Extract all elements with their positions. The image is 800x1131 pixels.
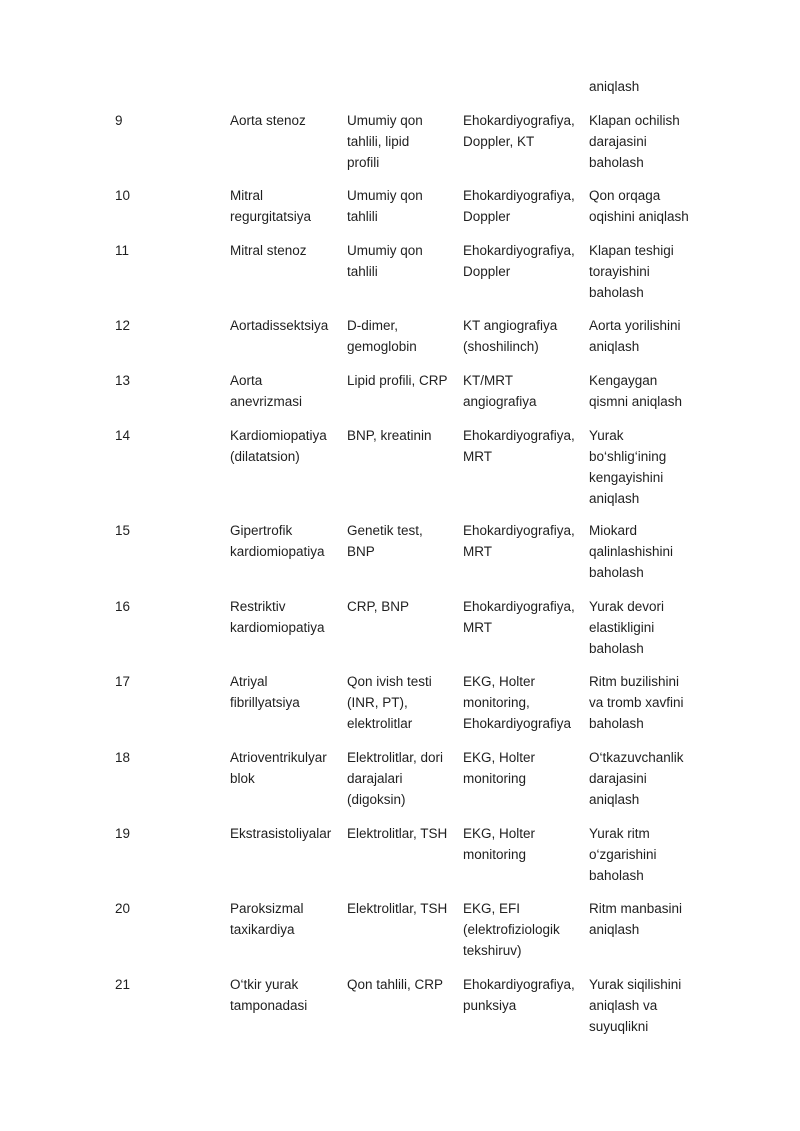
- instrumental-tests-line: EKG, Holter: [463, 750, 536, 765]
- purpose-text-line: baholash: [589, 565, 644, 580]
- lab-tests-line: tahlili: [347, 209, 378, 224]
- lab-tests: [347, 240, 457, 282]
- disease-name-line: Aorta stenoz: [230, 113, 306, 128]
- instrumental-tests-line: MRT: [463, 449, 492, 464]
- disease-name: [230, 747, 340, 789]
- purpose-text-line: Ritm manbasini: [589, 901, 683, 916]
- row-number: 15: [115, 523, 131, 538]
- disease-name: [230, 240, 340, 261]
- disease-name-line: (dilatatsion): [230, 449, 300, 464]
- lab-tests: [347, 596, 457, 617]
- instrumental-tests-line: angiografiya: [463, 394, 537, 409]
- instrumental-tests-line: Ehokardiyografiya,: [463, 428, 575, 443]
- instrumental-tests: [463, 671, 588, 734]
- instrumental-tests-line: Ehokardiyografiya,: [463, 599, 575, 614]
- instrumental-tests: [463, 185, 588, 227]
- purpose-text-line: Yurak siqilishini: [589, 977, 682, 992]
- disease-name-line: taxikardiya: [230, 922, 295, 937]
- disease-name: [230, 425, 340, 467]
- row-number: 20: [115, 901, 131, 916]
- purpose-text-line: O‘tkazuvchanlik: [589, 750, 684, 765]
- lab-tests-line: Qon tahlili, CRP: [347, 977, 444, 992]
- purpose-text-line: aniqlash: [589, 491, 640, 506]
- purpose-text-line: o‘zgarishini: [589, 847, 657, 862]
- instrumental-tests-line: Ehokardiyografiya,: [463, 113, 575, 128]
- lab-tests: [347, 185, 457, 227]
- instrumental-tests: [463, 596, 588, 638]
- purpose-text-line: darajasini: [589, 771, 647, 786]
- disease-name: [230, 823, 340, 844]
- purpose-text-line: Miokard: [589, 523, 638, 538]
- lab-tests: [347, 315, 457, 357]
- instrumental-tests-line: KT angiografiya: [463, 318, 558, 333]
- purpose-text-line: Yurak devori: [589, 599, 665, 614]
- carry-over-text: aniqlash: [589, 79, 640, 94]
- lab-tests-line: Elektrolitlar, TSH: [347, 826, 448, 841]
- lab-tests: [347, 370, 457, 391]
- disease-name-line: Atrioventrikulyar: [230, 750, 327, 765]
- purpose-text-line: bo‘shlig‘ining: [589, 449, 667, 464]
- purpose-text: [589, 974, 707, 1037]
- instrumental-tests: [463, 240, 588, 282]
- disease-name: [230, 671, 340, 713]
- disease-name-line: regurgitatsiya: [230, 209, 312, 224]
- instrumental-tests-line: Ehokardiyografiya,: [463, 243, 575, 258]
- lab-tests-line: Umumiy qon: [347, 243, 423, 258]
- purpose-text-line: baholash: [589, 716, 644, 731]
- disease-name-line: Mitral: [230, 188, 263, 203]
- lab-tests-line: Umumiy qon: [347, 113, 423, 128]
- instrumental-tests: [463, 315, 588, 357]
- purpose-text: [589, 185, 707, 227]
- lab-tests-line: BNP: [347, 544, 375, 559]
- instrumental-tests-line: monitoring: [463, 847, 527, 862]
- purpose-text: [589, 520, 707, 583]
- lab-tests-line: Elektrolitlar, dori: [347, 750, 444, 765]
- purpose-text: [589, 747, 707, 810]
- purpose-text-line: Klapan ochilish: [589, 113, 680, 128]
- instrumental-tests-line: Ehokardiyografiya,: [463, 188, 575, 203]
- disease-name: [230, 898, 340, 940]
- lab-tests: [347, 671, 457, 734]
- purpose-text-line: Yurak: [589, 428, 624, 443]
- instrumental-tests-line: MRT: [463, 620, 492, 635]
- purpose-text: [589, 596, 707, 659]
- disease-name-line: O‘tkir yurak: [230, 977, 299, 992]
- instrumental-tests-line: (elektrofiziologik: [463, 922, 560, 937]
- lab-tests: [347, 747, 457, 810]
- purpose-text-line: Qon orqaga: [589, 188, 661, 203]
- lab-tests-line: Qon ivish testi: [347, 674, 432, 689]
- lab-tests-line: darajalari: [347, 771, 403, 786]
- instrumental-tests-line: monitoring,: [463, 695, 530, 710]
- row-number: 10: [115, 188, 131, 203]
- lab-tests: [347, 823, 457, 844]
- disease-name-line: Aortadissektsiya: [230, 318, 329, 333]
- row-number: 17: [115, 674, 131, 689]
- purpose-text-line: suyuqlikni: [589, 1019, 649, 1034]
- instrumental-tests-line: Doppler, KT: [463, 134, 535, 149]
- purpose-text-line: qalinlashishini: [589, 544, 674, 559]
- lab-tests-line: elektrolitlar: [347, 716, 413, 731]
- purpose-text: [589, 240, 707, 303]
- instrumental-tests: [463, 110, 588, 152]
- row-number: 14: [115, 428, 131, 443]
- disease-name: [230, 520, 340, 562]
- purpose-text: [589, 110, 707, 173]
- purpose-text-line: darajasini: [589, 134, 647, 149]
- disease-name-line: kardiomiopatiya: [230, 620, 325, 635]
- lab-tests-line: gemoglobin: [347, 339, 417, 354]
- row-number: 19: [115, 826, 131, 841]
- purpose-text-line: aniqlash va: [589, 998, 658, 1013]
- row-number: 9: [115, 113, 123, 128]
- purpose-text: [589, 671, 707, 734]
- purpose-text-line: torayishini: [589, 264, 650, 279]
- lab-tests-line: (INR, PT),: [347, 695, 408, 710]
- instrumental-tests-line: Doppler: [463, 264, 511, 279]
- instrumental-tests: [463, 747, 588, 789]
- instrumental-tests: [463, 974, 588, 1016]
- purpose-text-line: qismni aniqlash: [589, 394, 683, 409]
- instrumental-tests: [463, 520, 588, 562]
- purpose-text-line: kengayishini: [589, 470, 664, 485]
- lab-tests-line: D-dimer,: [347, 318, 399, 333]
- instrumental-tests: [463, 425, 588, 467]
- disease-name-line: Aorta: [230, 373, 263, 388]
- lab-tests-line: tahlili, lipid: [347, 134, 410, 149]
- lab-tests: [347, 898, 457, 919]
- disease-name-line: fibrillyatsiya: [230, 695, 300, 710]
- purpose-text: [589, 370, 707, 412]
- disease-name-line: tamponadasi: [230, 998, 308, 1013]
- row-number: 18: [115, 750, 131, 765]
- lab-tests-line: Umumiy qon: [347, 188, 423, 203]
- disease-name-line: anevrizmasi: [230, 394, 303, 409]
- instrumental-tests-line: Doppler: [463, 209, 511, 224]
- instrumental-tests-line: Ehokardiyografiya: [463, 716, 572, 731]
- purpose-text-line: aniqlash: [589, 339, 640, 354]
- lab-tests: [347, 520, 457, 562]
- disease-name-line: Gipertrofik: [230, 523, 293, 538]
- lab-tests-line: BNP, kreatinin: [347, 428, 432, 443]
- lab-tests-line: Elektrolitlar, TSH: [347, 901, 448, 916]
- purpose-text-line: Ritm buzilishini: [589, 674, 680, 689]
- instrumental-tests-line: punksiya: [463, 998, 517, 1013]
- purpose-text-line: aniqlash: [589, 792, 640, 807]
- row-number: 16: [115, 599, 131, 614]
- purpose-text-line: baholash: [589, 868, 644, 883]
- purpose-text-line: va tromb xavfini: [589, 695, 684, 710]
- purpose-text-line: baholash: [589, 641, 644, 656]
- instrumental-tests: [463, 898, 588, 961]
- disease-name-line: blok: [230, 771, 255, 786]
- lab-tests-line: CRP, BNP: [347, 599, 410, 614]
- purpose-text-line: baholash: [589, 285, 644, 300]
- purpose-text: [589, 315, 707, 357]
- disease-name: [230, 185, 340, 227]
- row-number: 21: [115, 977, 131, 992]
- disease-name-line: Mitral stenoz: [230, 243, 307, 258]
- instrumental-tests-line: EKG, Holter: [463, 674, 536, 689]
- lab-tests: [347, 110, 457, 173]
- disease-name-line: Kardiomiopatiya: [230, 428, 327, 443]
- purpose-text-line: Klapan teshigi: [589, 243, 674, 258]
- instrumental-tests: [463, 370, 588, 412]
- purpose-text: [589, 425, 707, 509]
- disease-name: [230, 110, 340, 131]
- purpose-text-line: Kengaygan: [589, 373, 658, 388]
- lab-tests-line: Genetik test,: [347, 523, 423, 538]
- lab-tests: [347, 974, 457, 995]
- disease-name-line: Paroksizmal: [230, 901, 304, 916]
- purpose-text: [589, 898, 707, 940]
- instrumental-tests-line: KT/MRT: [463, 373, 513, 388]
- purpose-text-line: Aorta yorilishini: [589, 318, 681, 333]
- disease-name-line: Atriyal: [230, 674, 268, 689]
- instrumental-tests-line: tekshiruv): [463, 943, 522, 958]
- disease-name-line: Ekstrasistoliyalar: [230, 826, 332, 841]
- disease-name: [230, 315, 340, 336]
- row-number: 11: [115, 243, 130, 258]
- lab-tests-line: Lipid profili, CRP: [347, 373, 448, 388]
- purpose-text-line: aniqlash: [589, 922, 640, 937]
- lab-tests: [347, 425, 457, 446]
- instrumental-tests-line: MRT: [463, 544, 492, 559]
- disease-name: [230, 974, 340, 1016]
- instrumental-tests-line: Ehokardiyografiya,: [463, 523, 575, 538]
- disease-name: [230, 596, 340, 638]
- instrumental-tests-line: (shoshilinch): [463, 339, 539, 354]
- row-number: 13: [115, 373, 131, 388]
- purpose-text-line: baholash: [589, 155, 644, 170]
- lab-tests-line: profili: [347, 155, 380, 170]
- lab-tests-line: (digoksin): [347, 792, 406, 807]
- instrumental-tests: [463, 823, 588, 865]
- purpose-text-line: elastikligini: [589, 620, 655, 635]
- disease-name-line: Restriktiv: [230, 599, 286, 614]
- purpose-text: [589, 823, 707, 886]
- disease-name-line: kardiomiopatiya: [230, 544, 325, 559]
- instrumental-tests-line: EKG, Holter: [463, 826, 536, 841]
- row-number: 12: [115, 318, 131, 333]
- instrumental-tests-line: monitoring: [463, 771, 527, 786]
- disease-name: [230, 370, 340, 412]
- purpose-text-line: oqishini aniqlash: [589, 209, 689, 224]
- purpose-text-line: Yurak ritm: [589, 826, 650, 841]
- instrumental-tests-line: Ehokardiyografiya,: [463, 977, 575, 992]
- instrumental-tests-line: EKG, EFI: [463, 901, 521, 916]
- lab-tests-line: tahlili: [347, 264, 378, 279]
